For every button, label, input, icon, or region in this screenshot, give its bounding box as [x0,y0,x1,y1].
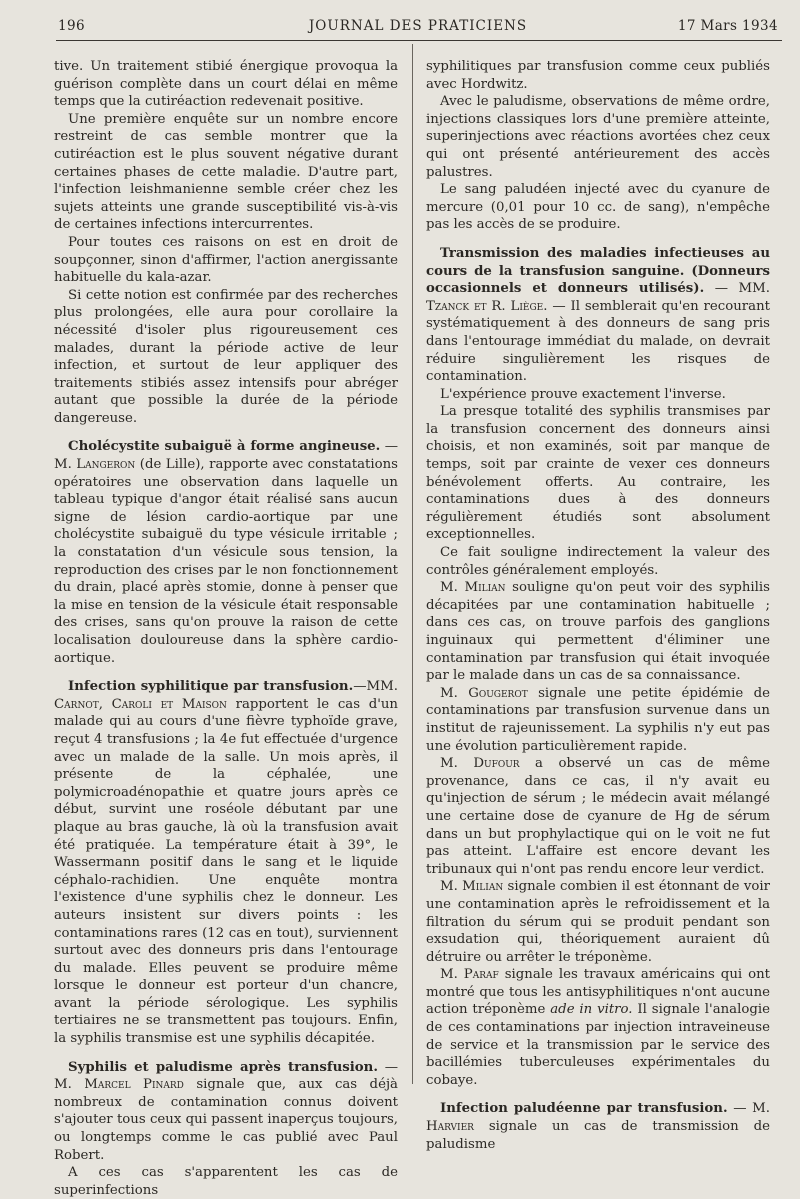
section-title: Infection syphilitique par transfusion. [68,679,354,695]
paragraph-text: a observé un cas de même provenance, dans ce cas, il n'y avait eu qu'injection de sérum ; le médecin avait mélangé une certaine dose de cyanure de Hg de sérum dans un but prophylactique qui on le voit ne fut pas atteint. L'affaire est encore devant les tribunaux qui n'ont pas rendu encore leur verdict. [426,756,770,877]
paragraph: La presque totalité des syphilis transmises par la transfusion concernent des donneurs ainsi choisis, et non examinés, soit par manque de temps, soit par crainte de vexer ces donneurs bénévolement offerts. Au contraire, les contaminations dues à des donneurs régulièrement étudiés sont absolument exceptionnelles. [426,404,770,543]
author: M. Milian [440,879,504,895]
section-title: Syphilis et paludisme après transfusion. [68,1059,378,1075]
paragraph [426,755,770,878]
authors: MM. Carnot, Caroli et Maison [54,679,398,712]
column-divider [412,44,413,1084]
author: M. Milian [440,580,506,596]
header-rule [56,40,782,41]
section-body: signale un cas de transmission de paludisme [426,1119,770,1152]
paragraph-text: signale une petite épidémie de contaminations par transfusion survenue dans un institut de rajeunissement. La syphilis n'y eut pas une évolution particulièrement rapide. [426,685,770,754]
section-title: Cholécystite subaiguë à forme angineuse. [68,439,381,455]
paragraph [426,579,770,685]
italic-term: ade in vitro. [550,1002,633,1018]
section-infection-paludeenne: Infection paludéenne par transfusion. — M. Harvier signale un cas de transmission de paludisme [426,1101,770,1152]
paragraph: Le sang paludéen injecté avec du cyanure de mercure (0,01 pour 10 cc. de sang), n'empêche pas les accès de se produire. [426,182,770,233]
section-body: Il semblerait qu'en recourant systématiquement à des donneurs de sang pris dans l'entourage immédiat du malade, on devrait réduire singulièrement les risques de contamination. [426,298,770,385]
paragraph: Avec le paludisme, observations de même ordre, injections classiques lors d'une première atteinte, superinjections avec réactions avortées chez ceux qui ont présenté antérieurement des accès palustres. [426,94,770,180]
author: M. Paraf [440,967,499,983]
paragraph: tive. Un traitement stibié énergique provoqua la guérison complète dans un court délai en même temps que la cutiréaction redevenait positive. [54,59,398,110]
author: M. Marcel Pinard [54,1077,184,1093]
section-body: rapportent le cas d'un malade qui au cours d'une fièvre typhoïde grave, reçut 4 transfusions ; la 4e fut effectuée d'urgence avec un malade de la salle. Un mois après, il présente de la céphalée, une polymicroadénopathie et quatre jours après ce début, survint une roséole débutant par une plaque au bras gauche, là où la transfusion avait été pratiquée. La température était à 39°, le Wassermann positif dans le sang et le liquide céphalo-rachidien. Une enquête montra l'existence d'une syphilis chez le donneur. Les auteurs insistent sur divers points : les contaminations rares (12 cas en tout), surviennent surtout avec des donneurs pris dans l'entourage du malade. Elles peuvent se produire même lorsque le donneur est porteur d'un chancre, avant la période sérologique. Les syphilis tertiaires ne se transmettent pas toujours. Enfin, la syphilis transmise est une syphilis décapitée. [54,696,398,1047]
journal-title: JOURNAL DES PRATICIENS [308,18,528,34]
section-syphilis-paludisme: Syphilis et paludisme après transfusion. — M. Marcel Pinard signale que, aux cas déjà nombreux de contamination connus doivent s'ajouter tous ceux qui passent inaperçus toujours, ou longtemps comme le cas publié avec Paul Robert. [54,1059,399,1163]
paragraph-text: signale combien il est étonnant de voir une contamination après le refroidissement et la filtration du sérum qui se produit pendant son exsudation qui, théoriquement auraient dû détruire ou arrêter le tréponème. [426,879,770,965]
section-body: signale que, aux cas déjà nombreux de contamination connus doivent s'ajouter tous ceux qui passent inaperçus toujours, ou longtemps comme le cas publié avec Paul Robert. [54,1077,398,1163]
author: M. Harvier [426,1101,770,1135]
paragraph [426,685,770,755]
paragraph: A ces cas s'apparentent les cas de superinfections [54,1165,398,1198]
paragraph: Si cette notion est confirmée par des recherches plus prolongées, elle aura pour corollaire la nécessité d'isoler plus rigoureusement ces malades, durant la période active de leur infection, et surtout de leur appliquer des traitements stibiés assez intensifs pour abréger autant que possible la durée de la période dangereuse. [54,287,398,426]
paragraph-text: souligne qu'on peut voir des syphilis décapitées par une contamination habituelle ; dans ces cas, on trouve parfois des ganglions inguinaux qui permettent d'éliminer une contamination par transfusion qui était invoquée par le malade dans un cas de sa connaissance. [426,580,771,684]
paragraph: syphilitiques par transfusion comme ceux publiés avec Hordwitz. [426,59,770,92]
issue-date: 17 Mars 1934 [677,18,778,34]
paragraph-text: signale les travaux américains qui ont montré que tous les antisyphilitiques n'ont aucune action tréponème [426,967,770,1018]
paragraph: Pour toutes ces raisons on est en droit de soupçonner, sinon d'affirmer, l'action anergissante habituelle du kala-azar. [54,234,398,286]
left-column [54,58,398,1199]
authors: MM. Tzanck et R. Liège. [426,281,770,314]
section-infection-syphilitique: Infection syphilitique par transfusion.—MM. Carnot, Caroli et Maison rapportent le cas d'un malade qui au cours d'une fièvre typhoïde grave, reçut 4 transfusions ; la 4e fut effectuée d'urgence avec un malade de la salle. Un mois après, il présente de la céphalée, une polymicroadénopathie et quatre jours après ce début, survint une roséole débutant par une plaque au bras gauche, là où la transfusion avait été pratiquée. La température était à 39°, le Wassermann positif dans le sang et le liquide céphalo-rachidien. Une enquête montra l'existence d'une syphilis chez le donneur. Les auteurs insistent sur divers points : les contaminations rares (12 cas en tout), surviennent surtout avec des donneurs pris dans l'entourage du malade. Elles peuvent se produire même lorsque le donneur est porteur d'un chancre, avant la période sérologique. Les syphilis tertiaires ne se transmettent pas toujours. Enfin, la syphilis transmise est une syphilis décapitée. [54,679,398,1047]
section-transmission: Transmission des maladies infectieuses au cours de la transfusion sanguine. (Donneurs occasionnels et donneurs utilisés). — MM. Tzanck et R. Liège. — Il semblerait qu'en recourant systématiquement à des donneurs de sang pris dans l'entourage immédiat du malade, on devrait réduire singulièrement les risques de contamination. [426,245,770,385]
section-title: Infection paludéenne par transfusion. [440,1101,728,1117]
paragraph [426,966,770,1089]
page-number: 196 [58,18,85,34]
section-cholecystite: Cholécystite subaiguë à forme angineuse. — M. Langeron (de Lille), rapporte avec constatations opératoires une observation dans laquelle un tableau typique d'angor était réalisé sans aucun signe de lésion cardio-aortique par une cholécystite subaiguë du type vésicule irritable ; la constatation d'un vésicule sous tension, la reproduction des crises par le non fonctionnement du drain, placé après stomie, donne à penser que la mise en tension de la vésicule était responsable des crises, sans qu'on prouve la raison de cette localisation douloureuse dans la sphère cardio-aortique. [54,439,399,666]
paragraph [426,878,770,966]
author: M. Dufour [440,756,520,772]
author: M. Langeron [54,457,136,473]
section-title: Transmission des maladies infectieuses au cours de la transfusion sanguine. (Donneurs occasionnels et donneurs utilisés). [426,245,770,297]
right-column [426,58,770,1153]
paragraph: L'expérience prouve exactement l'inverse. [440,386,726,402]
paragraph: Une première enquête sur un nombre encore restreint de cas semble montrer que la cutiréaction est le plus souvent négative durant certaines phases de cette maladie. D'autre part, l'infection leishmanienne semble créer chez les sujets atteints une grande susceptibilité vis-à-vis de certaines infections intercurrentes. [54,111,398,233]
page-header [58,18,778,40]
author: M. Gougerot [440,685,528,701]
paragraph: Ce fait souligne indirectement la valeur des contrôles généralement employés. [426,545,770,578]
paragraph-text: Il signale l'analogie de ces contaminations par injection intraveineuse de service et la transmission par le service des bacillémies tuberculeuses expérimentales du cobaye. [426,1002,771,1088]
section-body: (de Lille), rapporte avec constatations opératoires une observation dans laquelle un tableau typique d'angor était réalisé sans aucun signe de lésion cardio-aortique par une cholécystite subaiguë du type vésicule irritable ; la constatation d'un vésicule sous tension, la reproduction des crises par le non fonctionnement du drain, placé après stomie, donne à penser que la mise en tension de la vésicule était responsable des crises, sans qu'on prouve la raison de cette localisation douloureuse dans la sphère cardio-aortique. [54,457,399,666]
